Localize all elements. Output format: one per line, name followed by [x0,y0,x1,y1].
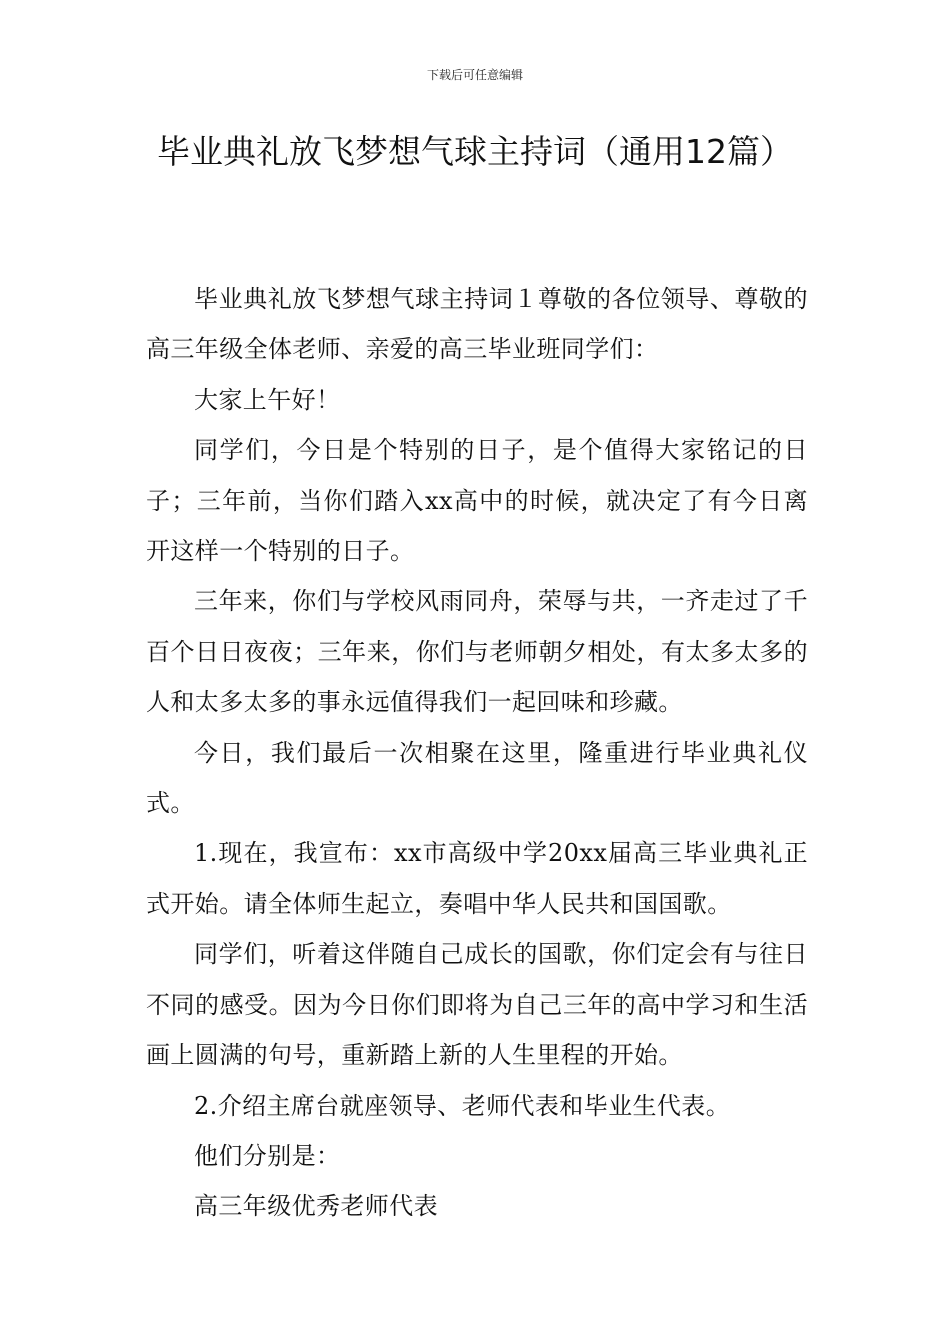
paragraph: 今日，我们最后一次相聚在这里，隆重进行毕业典礼仪式。 [146,738,808,818]
document-body [146,274,808,1232]
paragraph: 1.现在，我宣布：xx市高级中学20xx届高三毕业典礼正式开始。请全体师生起立，奏唱中华人民共和国国歌。 [146,839,808,918]
paragraph: 同学们，听着这伴随自己成长的国歌，你们定会有与往日不同的感受。因为今日你们即将为自己三年的高中学习和生活画上圆满的句号，重新踏上新的人生里程的开始。 [146,940,808,1070]
paragraph: 他们分别是： [194,1141,341,1170]
paragraph: 毕业典礼放飞梦想气球主持词１尊敬的各位领导、尊敬的高三年级全体老师、亲爱的高三毕业班同学们： [146,285,808,364]
document-title: 毕业典礼放飞梦想气球主持词（通用12篇） [157,132,793,171]
paragraph: 高三年级优秀老师代表 [194,1192,438,1221]
header-note: 下载后可任意编辑 [426,68,523,82]
paragraph: 2.介绍主席台就座领导、老师代表和毕业生代表。 [194,1091,731,1120]
paragraph: 大家上午好！ [194,385,341,414]
paragraph: 三年来，你们与学校风雨同舟，荣辱与共，一齐走过了千百个日日夜夜；三年来，你们与老师朝夕相处，有太多太多的人和太多太多的事永远值得我们一起回味和珍藏。 [146,587,808,717]
paragraph: 同学们，今日是个特别的日子，是个值得大家铭记的日子；三年前，当你们踏入xx高中的时候，就决定了有今日离开这样一个特别的日子。 [146,436,808,566]
